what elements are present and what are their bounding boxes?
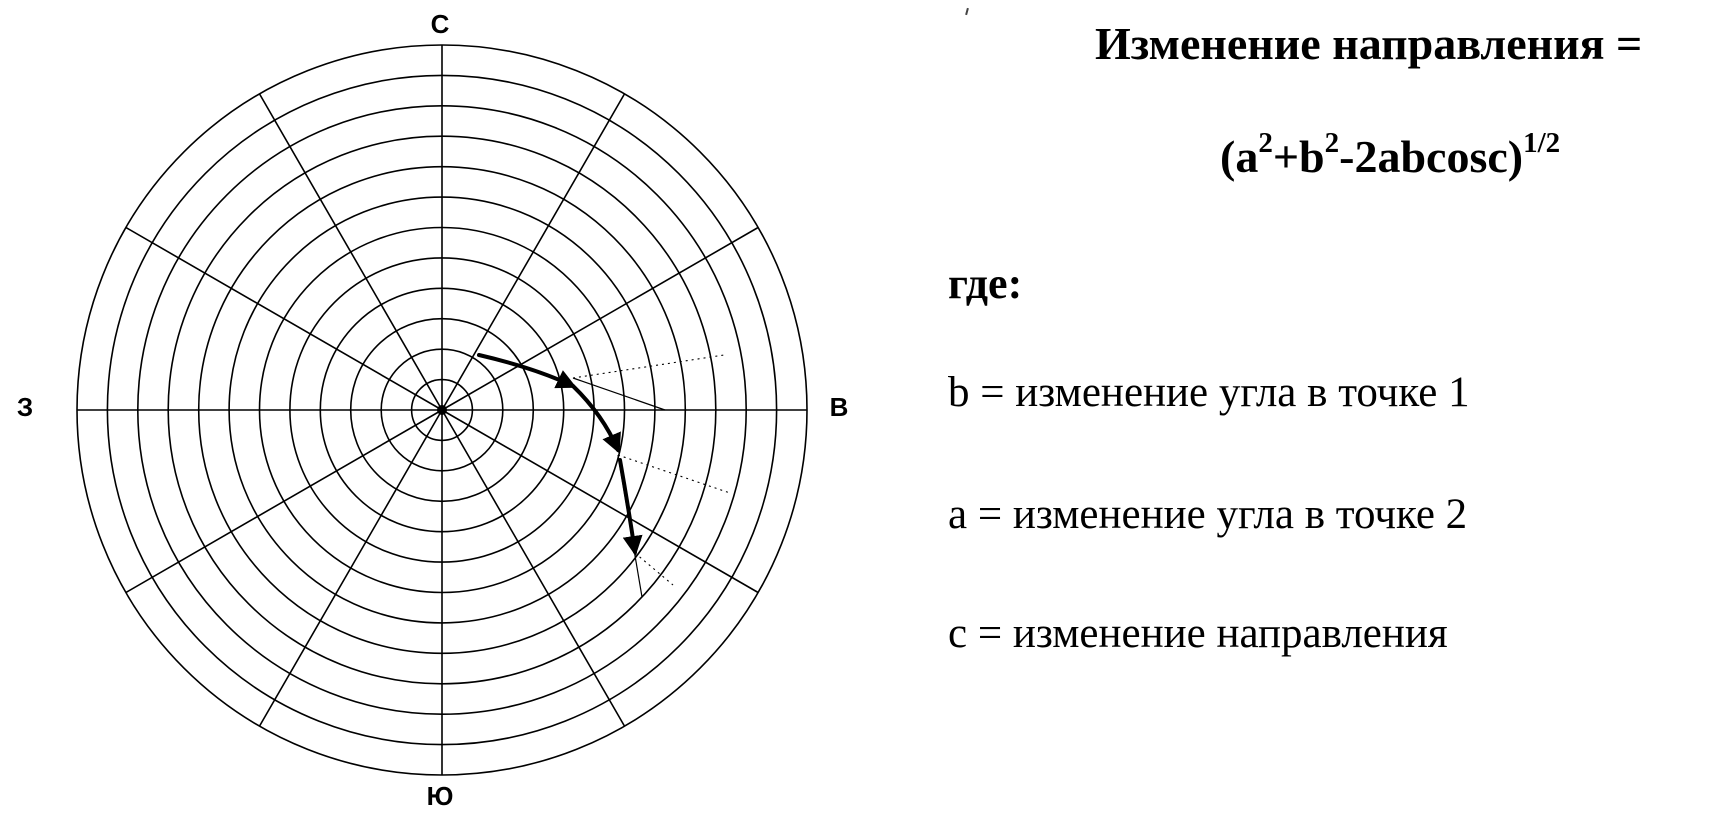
stray-ink-mark — [965, 8, 969, 15]
grid-spoke-1 — [442, 94, 625, 410]
definition-c: c = изменение направления — [948, 610, 1448, 657]
formula-sup-a: 2 — [1258, 127, 1273, 159]
definition-a: a = изменение угла в точке 2 — [948, 491, 1468, 538]
formula-part-open: (a — [1220, 131, 1259, 182]
dotted-line-2 — [618, 455, 730, 493]
formula-part-b: +b — [1272, 131, 1325, 182]
formula-expression — [1220, 127, 1561, 184]
grid-spoke-2 — [442, 228, 758, 411]
formula-sup-half: 1/2 — [1523, 127, 1561, 159]
grid-spoke-4 — [442, 410, 758, 593]
grid-spoke-7 — [260, 410, 443, 726]
dotted-projection-lines — [573, 355, 730, 585]
where-label: где: — [948, 259, 1023, 308]
compass-north-label: С — [430, 9, 450, 39]
definition-b: b = изменение угла в точке 1 — [948, 369, 1470, 416]
center-hub — [437, 405, 447, 415]
compass-south-label: Ю — [426, 781, 454, 811]
construction-lines — [573, 378, 665, 597]
arrow-segment-2 — [573, 386, 618, 450]
compass-east-label: В — [829, 392, 849, 422]
formula-sup-b: 2 — [1324, 127, 1340, 159]
grid-spoke-11 — [260, 94, 443, 410]
grid-spoke-5 — [442, 410, 625, 726]
construction-line-1 — [573, 378, 665, 410]
formula-part-rest: -2abcosc) — [1339, 131, 1524, 182]
direction-arrows — [479, 355, 635, 552]
grid-spoke-8 — [126, 410, 442, 593]
formula-title: Изменение направления = — [1095, 18, 1643, 69]
compass-west-label: З — [16, 392, 34, 422]
grid-spoke-10 — [126, 228, 442, 411]
dotted-line-3 — [635, 553, 673, 585]
